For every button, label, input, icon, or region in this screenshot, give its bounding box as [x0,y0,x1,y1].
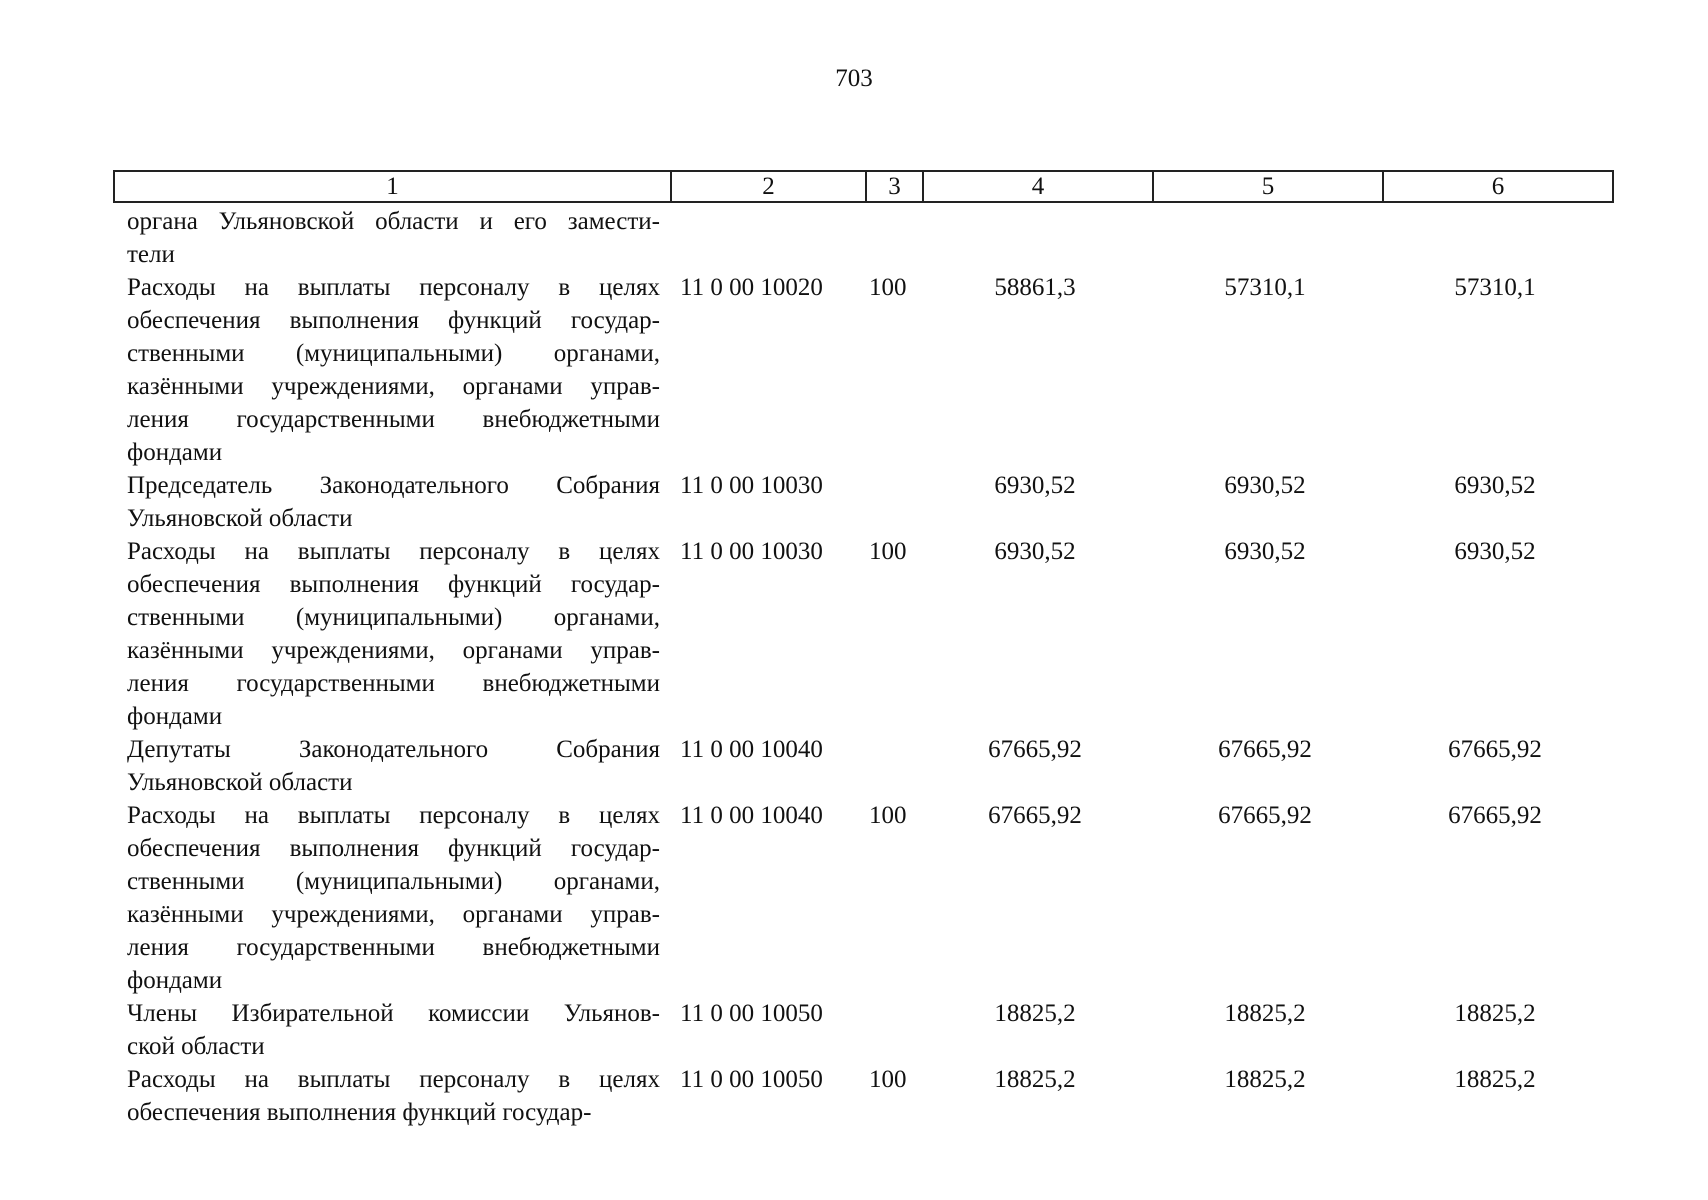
row-value-col5: 67665,92 [1218,736,1312,763]
description-line: Расходы на выплаты персоналу в целях [127,1066,660,1093]
row-value-col4: 6930,52 [994,472,1076,499]
description-line: обеспечения выполнения функций государ- [127,571,660,598]
description-line: тели [127,241,175,268]
header-col-3: 3 [865,172,922,201]
row-value-col4: 67665,92 [988,802,1082,829]
description-line: ственными (муниципальными) органами, [127,340,660,367]
description-line: фондами [127,703,223,730]
header-col-1: 1 [386,172,399,200]
description-line: Председатель Законодательного Собрания [127,472,660,499]
description-line: казёнными учреждениями, органами управ- [127,901,660,928]
description-line: фондами [127,439,223,466]
table-header [113,170,1614,203]
row-value-col6: 6930,52 [1454,472,1536,499]
header-col-2: 2 [670,172,865,201]
description-line: фондами [127,967,223,994]
description-line: обеспечения выполнения функций государ- [127,835,660,862]
row-description [113,271,668,469]
row-value-col5: 57310,1 [1224,274,1306,301]
description-line: Ульяновской области [127,769,353,796]
row-description [113,1063,668,1129]
row-code: 11 0 00 10050 [680,1066,823,1093]
table-row [113,997,1610,1063]
row-description [113,535,668,733]
row-type: 100 [869,802,907,829]
description-line: Депутаты Законодательного Собрания [127,736,660,763]
row-code: 11 0 00 10030 [680,538,823,565]
header-col-5: 5 [1152,172,1382,201]
row-description [113,205,668,271]
header-col-4: 4 [922,172,1152,201]
row-code: 11 0 00 10020 [680,274,823,301]
description-line: Расходы на выплаты персоналу в целях [127,538,660,565]
row-code: 11 0 00 10050 [680,1000,823,1027]
description-line: ления государственными внебюджетными [127,406,660,433]
table-body [113,205,1610,1129]
header-col-6: 6 [1382,172,1612,201]
row-value-col5: 6930,52 [1224,538,1306,565]
description-line: ления государственными внебюджетными [127,934,660,961]
row-code: 11 0 00 10030 [680,472,823,499]
row-value-col6: 18825,2 [1454,1066,1536,1093]
description-line: ственными (муниципальными) органами, [127,604,660,631]
description-line: ления государственными внебюджетными [127,670,660,697]
row-value-col5: 6930,52 [1224,472,1306,499]
description-line: ственными (муниципальными) органами, [127,868,660,895]
row-value-col5: 18825,2 [1224,1000,1306,1027]
description-line: обеспечения выполнения функций государ- [127,1099,592,1126]
description-line: Расходы на выплаты персоналу в целях [127,274,660,301]
row-description [113,799,668,997]
row-value-col5: 67665,92 [1218,802,1312,829]
row-description [113,997,668,1063]
description-line: органа Ульяновской области и его замести- [127,208,660,235]
description-line: обеспечения выполнения функций государ- [127,307,660,334]
row-description [113,733,668,799]
table-row [113,799,1610,997]
row-value-col4: 58861,3 [994,274,1076,301]
row-type: 100 [869,538,907,565]
row-description [113,469,668,535]
row-code: 11 0 00 10040 [680,736,823,763]
row-value-col4: 18825,2 [994,1066,1076,1093]
table-row [113,535,1610,733]
table-row [113,733,1610,799]
row-value-col6: 67665,92 [1448,736,1542,763]
page-number: 703 [835,65,873,92]
row-value-col4: 6930,52 [994,538,1076,565]
row-value-col5: 18825,2 [1224,1066,1306,1093]
row-value-col4: 18825,2 [994,1000,1076,1027]
row-value-col6: 18825,2 [1454,1000,1536,1027]
row-value-col6: 67665,92 [1448,802,1542,829]
description-line: казёнными учреждениями, органами управ- [127,637,660,664]
table-row [113,205,1610,271]
table-row [113,469,1610,535]
description-line: ской области [127,1033,265,1060]
row-code: 11 0 00 10040 [680,802,823,829]
description-line: Расходы на выплаты персоналу в целях [127,802,660,829]
description-line: Члены Избирательной комиссии Ульянов- [127,1000,660,1027]
row-type: 100 [869,1066,907,1093]
table-row [113,1063,1610,1129]
row-type: 100 [869,274,907,301]
row-value-col6: 6930,52 [1454,538,1536,565]
description-line: казёнными учреждениями, органами управ- [127,373,660,400]
description-line: Ульяновской области [127,505,353,532]
row-value-col4: 67665,92 [988,736,1082,763]
row-value-col6: 57310,1 [1454,274,1536,301]
table-row [113,271,1610,469]
